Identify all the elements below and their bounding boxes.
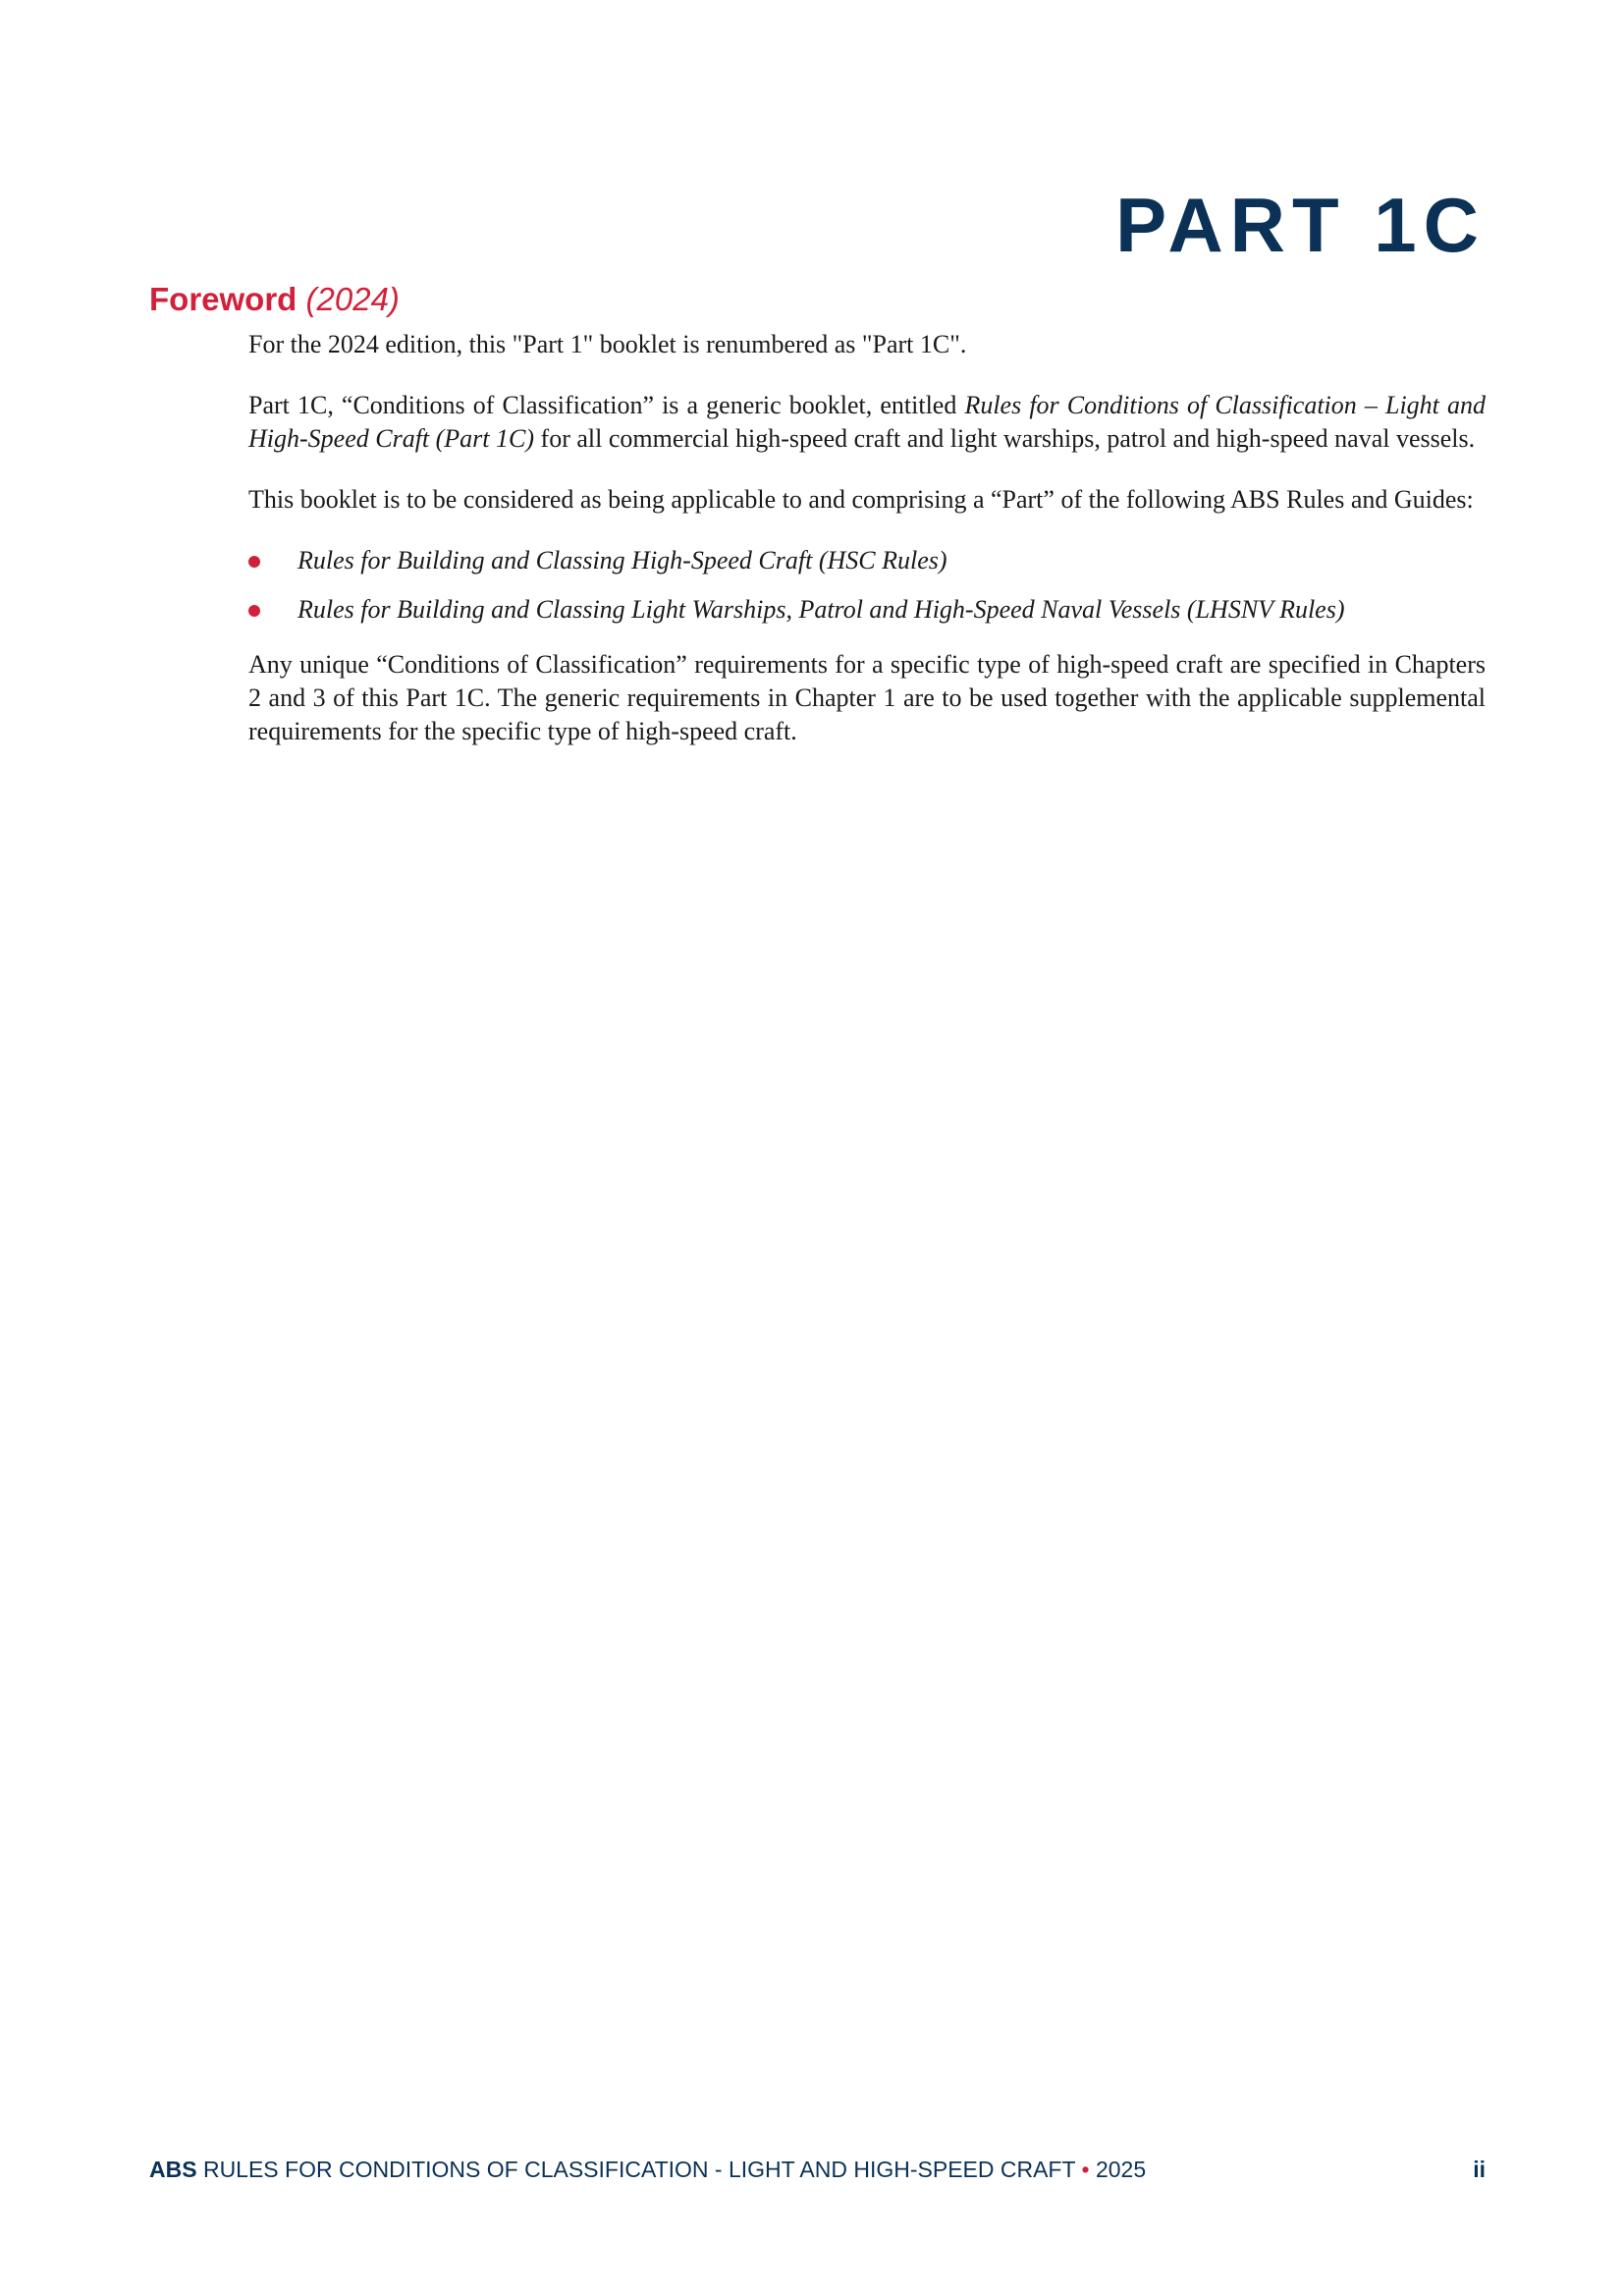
booklet-title-reference: Rules for Conditions of Classification – Light and High-Speed Craft (Part 1C) [248, 391, 1487, 453]
page-footer [149, 2159, 1486, 2181]
paragraph-unique-requirements: Any unique “Conditions of Classification” requirements for a specific type of high-speed craft are specified in Chapters 2 and 3 of this Part 1C. The generic requirements in Chapter 1 are to be used together with the applicable supplemental requirements for the specific type of high-speed craft. [248, 650, 1486, 745]
footer-year: 2025 [1095, 2157, 1147, 2182]
paragraph-booklet-description-end: for all commercial high-speed craft and light warships, patrol and high-speed naval vessels. [534, 424, 1476, 453]
list-item [248, 593, 1486, 627]
foreword-year: (2024) [305, 281, 400, 317]
foreword-label: Foreword [149, 281, 298, 317]
page-number: ii [1473, 2157, 1486, 2182]
foreword-body [248, 328, 1486, 776]
paragraph-applicability: This booklet is to be considered as being applicable to and comprising a “Part” of the following ABS Rules and Guides: [248, 485, 1474, 514]
list-item-text: Rules for Building and Classing Light Warships, Patrol and High-Speed Naval Vessels (LHSNV Rules) [298, 595, 1345, 624]
list-item [248, 544, 1486, 577]
paragraph-edition-note: For the 2024 edition, this "Part 1" booklet is renumbered as "Part 1C". [248, 330, 967, 358]
footer-org: ABS [149, 2157, 197, 2182]
paragraph-booklet-description [248, 389, 1486, 456]
part-title: PART 1C [1115, 182, 1486, 268]
list-item-text: Rules for Building and Classing High-Speed Craft (HSC Rules) [298, 546, 947, 574]
paragraph-booklet-description-start: Part 1C, “Conditions of Classification” is a generic booklet, entitled [248, 391, 965, 419]
foreword-heading [149, 283, 400, 315]
bullet-icon [248, 556, 260, 568]
applicable-rules-list [248, 544, 1486, 627]
footer-separator: • [1081, 2157, 1090, 2182]
footer-title: RULES FOR CONDITIONS OF CLASSIFICATION - LIGHT AND HIGH-SPEED CRAFT [202, 2157, 1076, 2182]
bullet-icon [248, 605, 260, 617]
